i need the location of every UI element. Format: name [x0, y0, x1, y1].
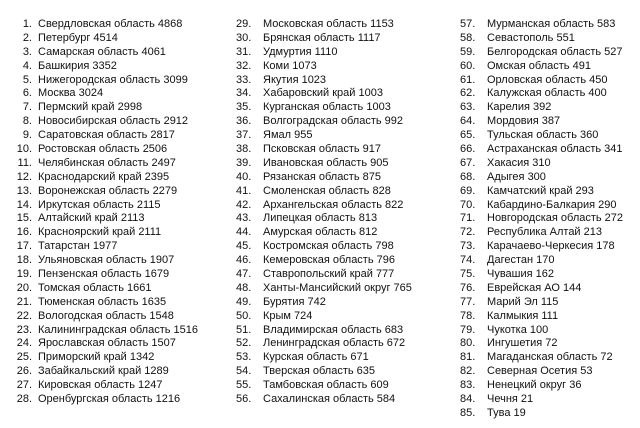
rank-number: 2.: [22, 31, 32, 44]
list-item: [236, 310, 412, 324]
rank-number: 60.: [460, 59, 476, 72]
rank-number: 59.: [460, 45, 476, 58]
list-item: [10, 115, 198, 129]
rank-number: 53.: [236, 351, 252, 364]
region-entry: Иркутская область 2115: [38, 198, 161, 211]
region-entry: Сахалинская область 584: [263, 393, 396, 406]
list-item: [236, 365, 412, 379]
list-item: [460, 129, 623, 143]
list-item: [236, 324, 412, 338]
list-item: [10, 296, 198, 310]
region-entry: Курская область 671: [263, 351, 369, 364]
rank-number: 52.: [236, 337, 252, 350]
list-item: [236, 282, 412, 296]
region-entry: Москва 3024: [38, 87, 104, 100]
region-entry: Тюменская область 1635: [38, 295, 167, 308]
rank-number: 81.: [460, 351, 476, 364]
rank-number: 66.: [460, 143, 476, 156]
rank-number: 25.: [16, 351, 32, 364]
region-entry: Дагестан 170: [487, 254, 555, 267]
region-entry: Удмуртия 1110: [263, 45, 338, 58]
region-entry: Камчатский край 293: [487, 184, 594, 197]
region-entry: Мордовия 387: [487, 115, 561, 128]
list-item: [460, 393, 623, 407]
rank-number: 16.: [16, 226, 32, 239]
list-item: [460, 310, 623, 324]
region-entry: Петербург 4514: [38, 31, 118, 44]
rank-number: 47.: [236, 268, 252, 281]
list-item: [236, 226, 412, 240]
region-entry: Приморский край 1342: [38, 351, 155, 364]
region-entry: Ивановская область 905: [263, 156, 389, 169]
region-entry: Челябинская область 2497: [38, 156, 176, 169]
list-item: [460, 185, 623, 199]
list-item: [460, 60, 623, 74]
list-item: [460, 157, 623, 171]
region-entry: Татарстан 1977: [38, 240, 118, 253]
rank-number: 12.: [16, 170, 32, 183]
list-item: [236, 115, 412, 129]
rank-number: 51.: [236, 323, 252, 336]
region-entry: Архангельская область 822: [263, 198, 404, 211]
rank-number: 27.: [16, 379, 32, 392]
region-entry: Калмыкия 111: [487, 309, 559, 322]
list-item: [10, 226, 198, 240]
list-item: [460, 226, 623, 240]
list-item: [10, 282, 198, 296]
region-entry: Ханты-Мансийский округ 765: [263, 281, 412, 294]
region-entry: Брянская область 1117: [263, 31, 381, 44]
rank-number: 69.: [460, 184, 476, 197]
region-entry: Костромская область 798: [263, 240, 394, 253]
region-entry: Рязанская область 875: [263, 170, 381, 183]
rank-number: 22.: [16, 309, 32, 322]
list-item: [10, 310, 198, 324]
rank-number: 63.: [460, 101, 476, 114]
region-entry: Ярославская область 1507: [38, 337, 176, 350]
list-item: [10, 171, 198, 185]
rank-number: 83.: [460, 379, 476, 392]
ranking-column-2: [236, 18, 412, 407]
rank-number: 23.: [16, 323, 32, 336]
region-entry: Ростовская область 2506: [38, 143, 168, 156]
region-entry: Свердловская область 4868: [38, 18, 183, 30]
list-item: [460, 101, 623, 115]
list-item: [10, 254, 198, 268]
list-item: [460, 32, 623, 46]
rank-number: 67.: [460, 156, 476, 169]
list-item: [460, 46, 623, 60]
region-entry: Алтайский край 2113: [38, 212, 145, 225]
list-item: [236, 296, 412, 310]
list-item: [10, 129, 198, 143]
list-item: [236, 240, 412, 254]
region-entry: Тува 19: [487, 406, 526, 419]
list-item: [10, 240, 198, 254]
region-entry: Саратовская область 2817: [38, 129, 175, 142]
rank-number: 48.: [236, 281, 252, 294]
rank-number: 45.: [236, 240, 252, 253]
region-entry: Псковская область 917: [263, 143, 382, 156]
list-item: [236, 18, 412, 32]
list-item: [236, 393, 412, 407]
rank-number: 19.: [16, 268, 32, 281]
list-item: [460, 74, 623, 88]
rank-number: 30.: [236, 31, 252, 44]
rank-number: 80.: [460, 337, 476, 350]
region-entry: Адыгея 300: [487, 170, 546, 183]
region-entry: Еврейская АО 144: [487, 281, 582, 294]
region-entry: Калужская область 400: [487, 87, 607, 100]
region-entry: Томская область 1661: [38, 281, 152, 294]
region-entry: Ульяновская область 1907: [38, 254, 175, 267]
region-entry: Пермский край 2998: [38, 101, 143, 114]
region-entry: Курганская область 1003: [263, 101, 391, 114]
rank-number: 24.: [16, 337, 32, 350]
list-item: [460, 18, 623, 32]
rank-number: 8.: [22, 115, 32, 128]
region-entry: Ямал 955: [263, 129, 313, 142]
list-item: [236, 171, 412, 185]
region-entry: Смоленская область 828: [263, 184, 391, 197]
rank-number: 84.: [460, 393, 476, 406]
rank-number: 41.: [236, 184, 252, 197]
list-item: [460, 296, 623, 310]
rank-number: 21.: [16, 295, 32, 308]
rank-number: 4.: [22, 59, 32, 72]
rank-number: 36.: [236, 115, 252, 128]
list-item: [10, 212, 198, 226]
rank-number: 54.: [236, 365, 252, 378]
list-item: [460, 324, 623, 338]
list-item: [236, 157, 412, 171]
list-item: [236, 60, 412, 74]
rank-number: 78.: [460, 309, 476, 322]
rank-number: 35.: [236, 101, 252, 114]
region-entry: Новгородская область 272: [487, 212, 624, 225]
region-entry: Оренбургская область 1216: [38, 393, 181, 406]
rank-number: 15.: [16, 212, 32, 225]
list-item: [460, 379, 623, 393]
rank-number: 46.: [236, 254, 252, 267]
region-entry: Чувашия 162: [487, 268, 555, 281]
rank-number: 32.: [236, 59, 252, 72]
rank-number: 28.: [16, 393, 32, 406]
rank-number: 34.: [236, 87, 252, 100]
list-item: [236, 268, 412, 282]
rank-number: 3.: [22, 45, 32, 58]
list-item: [460, 268, 623, 282]
list-item: [236, 185, 412, 199]
region-entry: Хакасия 310: [487, 156, 551, 169]
rank-number: 17.: [16, 240, 32, 253]
rank-number: 7.: [22, 101, 32, 114]
region-entry: Новосибирская область 2912: [38, 115, 189, 128]
rank-number: 68.: [460, 170, 476, 183]
region-entry: Пензенская область 1679: [38, 268, 170, 281]
rank-number: 13.: [16, 184, 32, 197]
list-item: [460, 365, 623, 379]
list-item: [10, 101, 198, 115]
list-item: [10, 365, 198, 379]
region-entry: Омская область 491: [487, 59, 591, 72]
rank-number: 31.: [236, 45, 252, 58]
rank-number: 1.: [22, 18, 32, 30]
region-entry: Ленинградская область 672: [263, 337, 406, 350]
ranking-column-1: [10, 18, 198, 407]
list-item: [236, 212, 412, 226]
rank-number: 74.: [460, 254, 476, 267]
region-entry: Ненецкий округ 36: [487, 379, 582, 392]
rank-number: 18.: [16, 254, 32, 267]
region-entry: Чукотка 100: [487, 323, 549, 336]
rank-number: 62.: [460, 87, 476, 100]
rank-number: 40.: [236, 170, 252, 183]
rank-number: 70.: [460, 198, 476, 211]
region-entry: Липецкая область 813: [263, 212, 378, 225]
list-item: [460, 282, 623, 296]
rank-number: 9.: [22, 129, 32, 142]
rank-number: 77.: [460, 295, 476, 308]
region-entry: Ставропольский край 777: [263, 268, 395, 281]
rank-number: 72.: [460, 226, 476, 239]
list-item: [460, 171, 623, 185]
region-entry: Ингушетия 72: [487, 337, 558, 350]
list-item: [10, 87, 198, 101]
region-entry: Чечня 21: [487, 393, 534, 406]
rank-number: 79.: [460, 323, 476, 336]
list-item: [10, 268, 198, 282]
region-entry: Якутия 1023: [263, 73, 327, 86]
rank-number: 39.: [236, 156, 252, 169]
list-item: [236, 32, 412, 46]
list-item: [10, 351, 198, 365]
rank-number: 6.: [22, 87, 32, 100]
list-item: [236, 46, 412, 60]
rank-number: 73.: [460, 240, 476, 253]
list-item: [10, 185, 198, 199]
region-entry: Астраханская область 341: [487, 143, 623, 156]
region-entry: Кировская область 1247: [38, 379, 163, 392]
list-item: [460, 87, 623, 101]
rank-number: 82.: [460, 365, 476, 378]
region-entry: Бурятия 742: [263, 295, 326, 308]
list-item: [236, 87, 412, 101]
list-item: [236, 351, 412, 365]
rank-number: 65.: [460, 129, 476, 142]
list-item: [10, 199, 198, 213]
list-item: [460, 115, 623, 129]
region-entry: Магаданская область 72: [487, 351, 613, 364]
list-item: [236, 379, 412, 393]
region-entry: Забайкальский край 1289: [38, 365, 169, 378]
list-item: [236, 101, 412, 115]
region-entry: Тамбовская область 609: [263, 379, 389, 392]
region-entry: Калининградская область 1516: [38, 323, 198, 336]
rank-number: 64.: [460, 115, 476, 128]
region-entry: Тульская область 360: [487, 129, 599, 142]
list-item: [10, 18, 198, 32]
list-item: [10, 46, 198, 60]
region-entry: Белгородская область 527: [487, 45, 623, 58]
list-item: [236, 143, 412, 157]
rank-number: 14.: [16, 198, 32, 211]
list-item: [10, 337, 198, 351]
region-entry: Воронежская область 2279: [38, 184, 178, 197]
list-item: [10, 157, 198, 171]
list-item: [10, 143, 198, 157]
region-entry: Коми 1073: [263, 59, 317, 72]
region-entry: Орловская область 450: [487, 73, 608, 86]
region-entry: Карелия 392: [487, 101, 552, 114]
region-entry: Вологодская область 1548: [38, 309, 174, 322]
rank-number: 10.: [16, 143, 32, 156]
region-entry: Красноярский край 2111: [38, 226, 162, 239]
rank-number: 50.: [236, 309, 252, 322]
region-entry: Кемеровская область 796: [263, 254, 395, 267]
list-item: [10, 60, 198, 74]
rank-number: 71.: [460, 212, 476, 225]
region-entry: Мурманская область 583: [487, 18, 616, 30]
list-item: [236, 337, 412, 351]
rank-number: 20.: [16, 281, 32, 294]
ranking-column-3: [460, 18, 623, 421]
rank-number: 26.: [16, 365, 32, 378]
region-entry: Севастополь 551: [487, 31, 575, 44]
list-item: [10, 393, 198, 407]
region-entry: Крым 724: [263, 309, 313, 322]
rank-number: 33.: [236, 73, 252, 86]
region-entry: Карачаево-Черкесия 178: [487, 240, 615, 253]
list-item: [460, 407, 623, 421]
region-entry: Северная Осетия 53: [487, 365, 593, 378]
rank-number: 55.: [236, 379, 252, 392]
list-item: [460, 351, 623, 365]
rank-number: 11.: [17, 156, 32, 169]
rank-number: 58.: [460, 31, 476, 44]
rank-number: 42.: [236, 198, 252, 211]
list-item: [460, 254, 623, 268]
region-entry: Владимирская область 683: [263, 323, 404, 336]
region-entry: Самарская область 4061: [38, 45, 166, 58]
region-entry: Волгоградская область 992: [263, 115, 404, 128]
rank-number: 56.: [236, 393, 252, 406]
rank-number: 37.: [236, 129, 252, 142]
rank-number: 43.: [236, 212, 252, 225]
rank-number: 61.: [460, 73, 476, 86]
region-entry: Амурская область 812: [263, 226, 378, 239]
region-entry: Краснодарский край 2395: [38, 170, 170, 183]
list-item: [10, 324, 198, 338]
region-entry: Московская область 1153: [263, 18, 394, 30]
region-entry: Башкирия 3352: [38, 59, 117, 72]
list-item: [460, 240, 623, 254]
list-item: [460, 212, 623, 226]
rank-number: 29.: [236, 18, 252, 30]
list-item: [10, 379, 198, 393]
rank-number: 76.: [460, 281, 476, 294]
list-item: [10, 32, 198, 46]
rank-number: 57.: [460, 18, 476, 30]
list-item: [460, 143, 623, 157]
region-entry: Хабаровский край 1003: [263, 87, 383, 100]
list-item: [460, 337, 623, 351]
rank-number: 85.: [460, 406, 476, 419]
region-entry: Кабардино-Балкария 290: [487, 198, 617, 211]
list-item: [236, 199, 412, 213]
list-item: [236, 129, 412, 143]
list-item: [460, 199, 623, 213]
region-entry: Тверская область 635: [263, 365, 376, 378]
list-item: [10, 74, 198, 88]
list-item: [236, 254, 412, 268]
region-entry: Республика Алтай 213: [487, 226, 602, 239]
rank-number: 5.: [22, 73, 32, 86]
rank-number: 44.: [236, 226, 252, 239]
rank-number: 75.: [460, 268, 476, 281]
rank-number: 49.: [236, 295, 252, 308]
region-entry: Нижегородская область 3099: [38, 73, 188, 86]
rank-number: 38.: [236, 143, 252, 156]
list-item: [236, 74, 412, 88]
region-entry: Марий Эл 115: [487, 295, 559, 308]
